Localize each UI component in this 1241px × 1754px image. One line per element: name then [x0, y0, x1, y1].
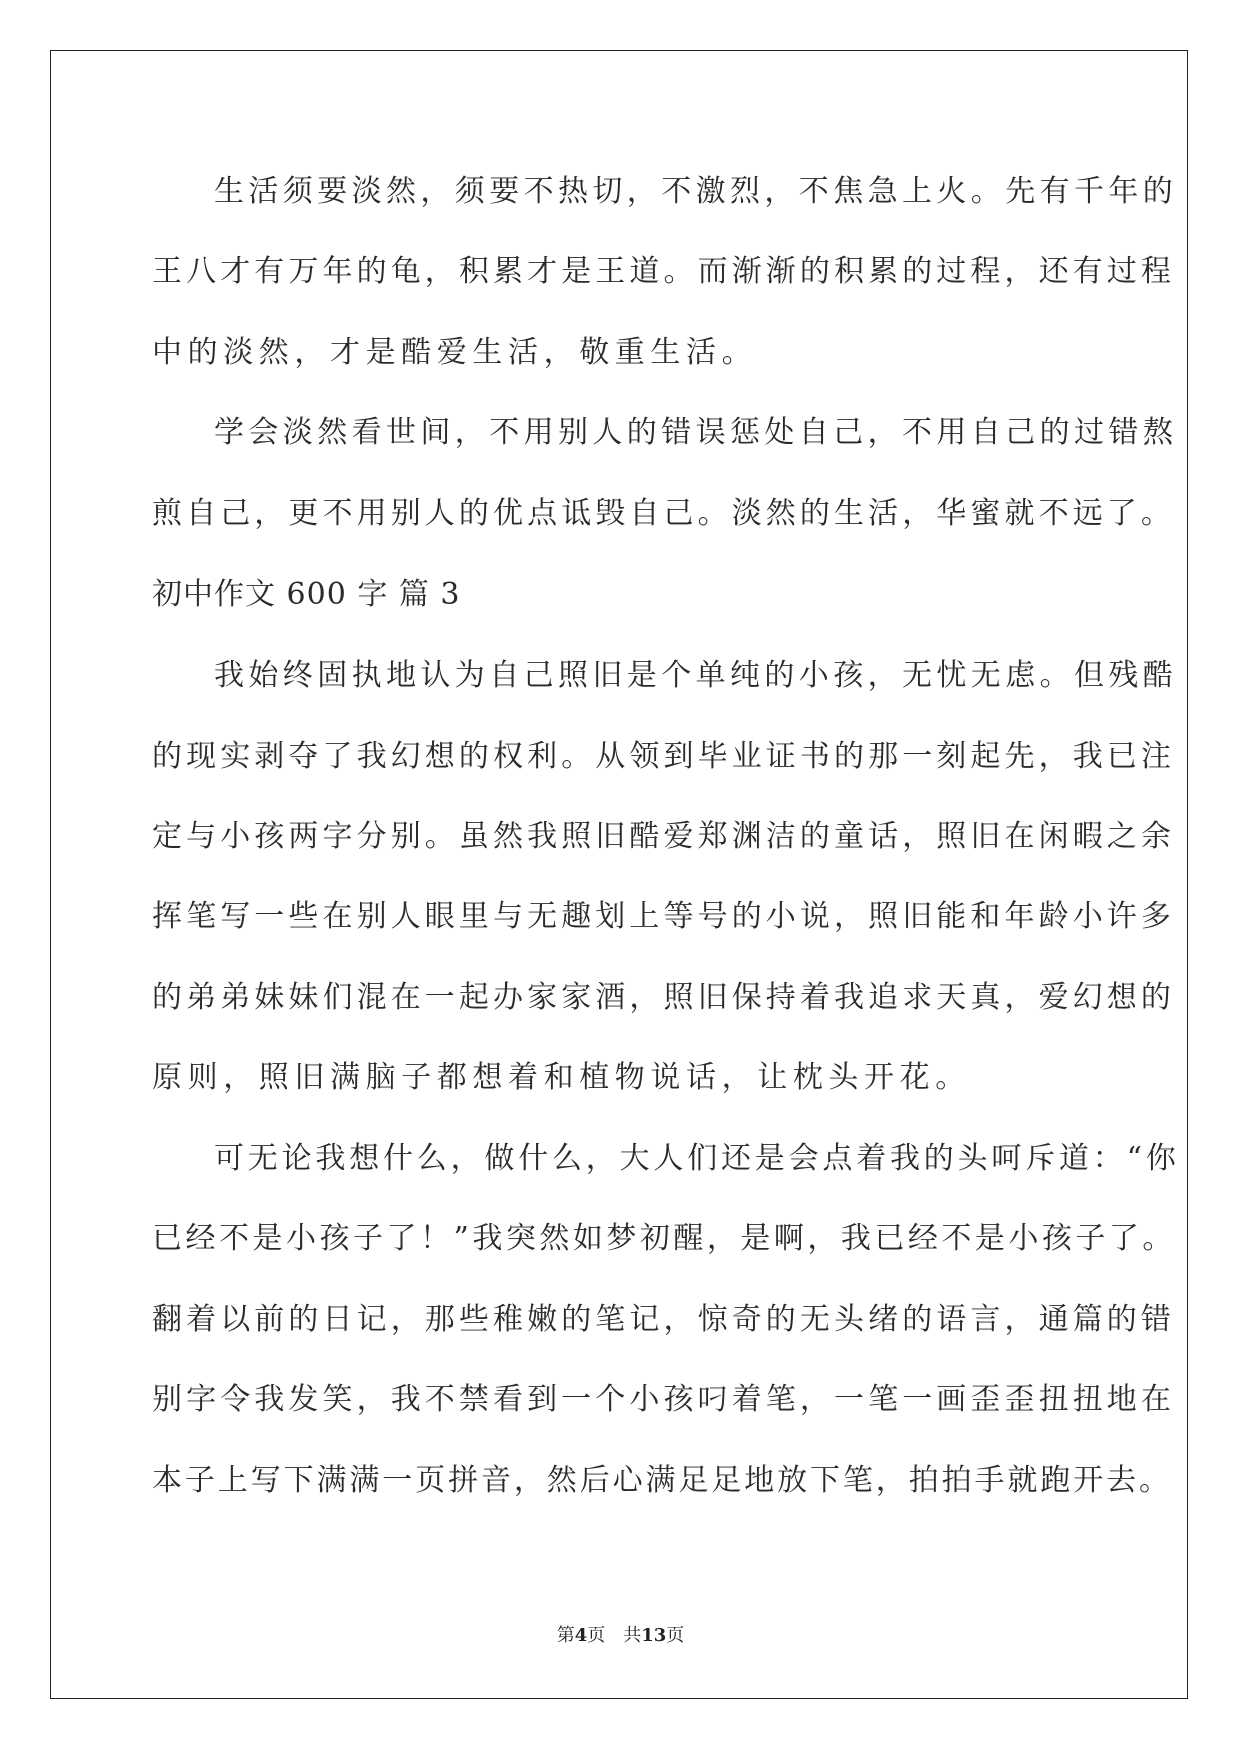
page-border	[50, 50, 1188, 1699]
footer-prefix: 第	[556, 1625, 575, 1646]
page-footer	[0, 1624, 1241, 1648]
paragraph-line: 生活须要淡然，须要不热切，不激烈，不焦急上火。先有千年的	[214, 174, 1178, 209]
paragraph-line: 已经不是小孩子了！”我突然如梦初醒，是啊，我已经不是小孩子了。	[152, 1221, 1176, 1256]
paragraph-line: 原则，照旧满脑子都想着和植物说话，让枕头开花。	[152, 1060, 971, 1095]
paragraph-line: 煎自己，更不用别人的优点诋毁自己。淡然的生活，华蜜就不远了。	[152, 496, 1175, 531]
paragraph-line: 可无论我想什么，做什么，大人们还是会点着我的头呵斥道：“你	[214, 1141, 1180, 1176]
paragraph-line: 中的淡然，才是酷爱生活，敬重生活。	[152, 335, 758, 370]
paragraph-line: 翻着以前的日记，那些稚嫩的笔记，惊奇的无头绪的语言，通篇的错	[152, 1302, 1175, 1337]
paragraph-line: 我始终固执地认为自己照旧是个单纯的小孩，无忧无虑。但残酷	[214, 658, 1178, 693]
paragraph-line: 王八才有万年的龟，积累才是王道。而渐渐的积累的过程，还有过程	[152, 254, 1175, 289]
paragraph-line: 的现实剥夺了我幻想的权利。从领到毕业证书的那一刻起先，我已注	[152, 739, 1175, 774]
paragraph-line: 学会淡然看世间，不用别人的错误惩处自己，不用自己的过错熬	[214, 415, 1178, 450]
paragraph-line: 别字令我发笑，我不禁看到一个小孩叼着笔，一笔一画歪歪扭扭地在	[152, 1382, 1175, 1417]
footer-total-prefix: 共	[623, 1625, 642, 1646]
page-number: 4	[574, 1625, 588, 1646]
paragraph-line: 定与小孩两字分别。虽然我照旧酷爱郑渊洁的童话，照旧在闲暇之余	[152, 819, 1175, 854]
paragraph-line: 挥笔写一些在别人眼里与无趣划上等号的小说，照旧能和年龄小许多	[152, 899, 1175, 934]
paragraph-line: 本子上写下满满一页拼音，然后心满足足地放下笔，拍拍手就跑开去。	[152, 1463, 1172, 1498]
footer-page-suffix: 页	[587, 1625, 606, 1646]
section-heading: 初中作文 600 字 篇 3	[152, 577, 461, 612]
footer-total-suffix: 页	[666, 1625, 685, 1646]
total-pages: 13	[641, 1625, 667, 1646]
paragraph-line: 的弟弟妹妹们混在一起办家家酒，照旧保持着我追求天真，爱幻想的	[152, 980, 1175, 1015]
